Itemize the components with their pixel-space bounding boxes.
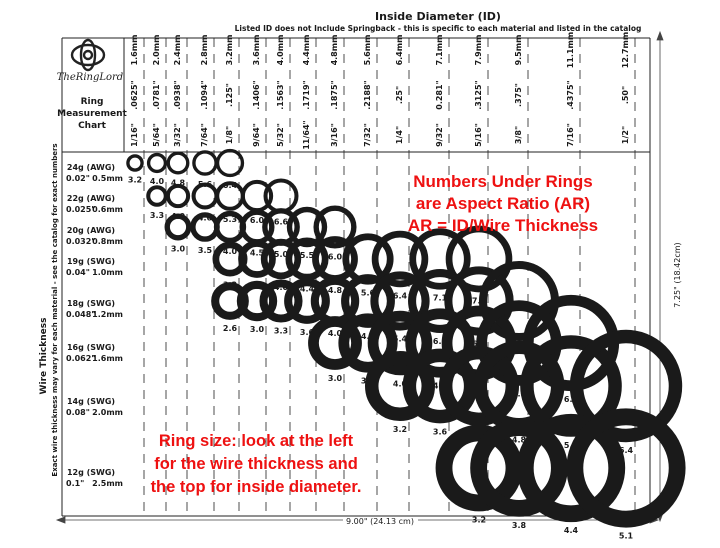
row-header-gauge: 12g (SWG): [66, 468, 116, 477]
bottom-dimension-label: 9.00" (24.13 cm): [346, 517, 414, 526]
aspect-ratio-label: 5.6: [197, 179, 213, 189]
ring-mark: [168, 153, 188, 173]
aspect-ratio-label: 6.4: [392, 291, 408, 301]
column-header-inch: .25": [395, 85, 404, 105]
ring-mark: [128, 156, 142, 170]
aspect-ratio-label: 3.5: [197, 245, 213, 255]
column-header-inch: 0.281": [435, 80, 444, 110]
column-header-inch: .2188": [363, 80, 372, 110]
column-header-fraction: 9/32": [435, 123, 444, 147]
aspect-ratio-label: 4.8: [170, 178, 186, 188]
column-header-fraction: 3/8": [514, 125, 523, 145]
aspect-ratio-label: 3.2: [127, 175, 143, 185]
aspect-ratio-label: 3.2: [222, 280, 238, 290]
row-header-gauge: 20g (AWG): [66, 226, 116, 235]
column-header-inch: .0625": [130, 80, 139, 110]
column-header-fraction: 3/32": [173, 123, 182, 147]
column-header-inch: .1719": [302, 80, 311, 110]
row-header-inch: 0.08": [66, 408, 90, 417]
row-header-inch: 0.032": [66, 237, 96, 246]
column-header-inch: .0781": [152, 80, 161, 110]
aspect-ratio-label: 4.6: [197, 213, 213, 223]
row-header-mm: 0.6mm: [92, 205, 123, 214]
aspect-ratio-note-line-3: AR = ID/Wire Thickness: [407, 216, 599, 235]
ring-size-note-line-1: Ring size: look at the left: [158, 432, 354, 450]
chart-title-line-1: Ring: [80, 97, 104, 107]
column-header-fraction: 1/8": [225, 125, 234, 145]
ring-mark: [168, 186, 188, 206]
aspect-ratio-label: 6.0: [432, 337, 448, 346]
aspect-ratio-label: 3.0: [170, 244, 186, 254]
aspect-ratio-label: 3.2: [392, 425, 408, 434]
ring-mark: [218, 151, 243, 176]
column-header-fraction: 5/64": [152, 123, 161, 147]
column-header-mm: 2.0mm: [152, 34, 161, 66]
row-header-inch: 0.04": [66, 268, 90, 277]
column-header-fraction: 5/32": [276, 123, 285, 147]
column-headers: [130, 32, 630, 150]
aspect-ratio-label: 6.0: [249, 216, 265, 226]
aspect-ratio-label: 5.1: [618, 531, 634, 541]
column-header-inch: .4375": [566, 80, 575, 110]
aspect-ratio-label: 3.5: [360, 376, 376, 386]
column-header-fraction: 7/16": [566, 123, 575, 147]
column-header-inch: .3125": [474, 80, 483, 110]
aspect-ratio-label: 4.8: [511, 435, 527, 445]
chart-header-title: Inside Diameter (ID): [375, 10, 501, 23]
aspect-ratio-label: 6.4: [618, 446, 634, 456]
aspect-ratio-label: 4.8: [327, 285, 343, 295]
aspect-ratio-label: 4.6: [360, 331, 376, 341]
aspect-ratio-label: 5.4: [392, 334, 408, 344]
column-header-fraction: 7/32": [363, 123, 372, 147]
aspect-ratio-label: 3.6: [299, 327, 315, 337]
aspect-ratio-label: 6.4: [222, 181, 238, 191]
chart-header-subtitle: Listed ID does not Include Springback - this is specific to each material and listed in the catalog: [234, 24, 642, 33]
column-header-fraction: 1/16": [130, 123, 139, 147]
row-header-gauge: 19g (SWG): [66, 257, 116, 266]
aspect-ratio-label: 4.0: [273, 283, 289, 293]
column-header-mm: 1.6mm: [130, 34, 139, 66]
aspect-ratio-label: 7.9: [511, 345, 527, 354]
logo-brand: TheRingLord: [56, 72, 124, 83]
row-header-inch: 0.1": [66, 479, 85, 488]
ring-mark: [148, 187, 166, 205]
column-header-fraction: 1/2": [621, 125, 630, 145]
aspect-ratio-label: 4.0: [149, 177, 165, 187]
aspect-ratio-label: 4.0: [471, 430, 487, 439]
right-dimension-label: 7.25" (18.42cm): [673, 242, 682, 308]
row-header-gauge: 22g (AWG): [66, 194, 116, 203]
aspect-ratio-label: 3.6: [432, 427, 448, 437]
aspect-ratio-label: 6.9: [563, 395, 579, 405]
column-header-mm: 3.6mm: [252, 34, 261, 66]
ring-size-note-line-2: for the wire thickness and: [154, 455, 358, 473]
column-header-mm: 6.4mm: [395, 34, 404, 66]
row-header-inch: 0.048": [66, 310, 96, 319]
aspect-ratio-label: 4.5: [249, 248, 265, 258]
row-header-inch: 0.062": [66, 354, 96, 363]
row-header-mm: 1.0mm: [92, 268, 123, 277]
column-header-mm: 4.0mm: [276, 34, 285, 66]
aspect-ratio-label: 6.6: [471, 339, 487, 349]
row-headers: [66, 163, 123, 488]
row-header-mm: 1.2mm: [92, 310, 123, 319]
column-header-inch: .125": [225, 83, 234, 107]
ringlord-knot-icon: [72, 40, 104, 70]
aspect-ratio-label: 4.5: [432, 381, 448, 391]
row-header-gauge: 24g (AWG): [66, 163, 116, 172]
row-header-gauge: 16g (SWG): [66, 343, 116, 352]
aspect-ratio-label: 4.0: [392, 379, 408, 389]
aspect-ratio-label: 3.8: [511, 520, 527, 530]
aspect-ratio-note-line-2: are Aspect Ratio (AR): [415, 194, 591, 213]
column-header-mm: 11.1mm: [566, 31, 575, 69]
left-axis-note: Exact wire thickness may vary for each material - see the catalog for exact numbers: [51, 143, 59, 477]
aspect-ratio-label: 6.0: [327, 252, 343, 262]
column-header-inch: .1094": [200, 80, 209, 110]
aspect-ratio-label: 3.3: [149, 210, 165, 220]
column-header-mm: 4.4mm: [302, 34, 311, 66]
column-header-fraction: 9/64": [252, 123, 261, 147]
aspect-ratio-label: 5.6: [563, 440, 579, 450]
aspect-ratio-label: 7.9: [471, 296, 487, 306]
column-header-fraction: 5/16": [474, 123, 483, 147]
aspect-ratio-label: 5.0: [273, 249, 289, 259]
column-header-mm: 9.5mm: [514, 34, 523, 66]
aspect-ratio-label: 5.6: [360, 288, 376, 298]
column-header-inch: .0938": [173, 80, 182, 110]
aspect-ratio-label: 5.3: [222, 214, 238, 224]
row-header-mm: 1.6mm: [92, 354, 123, 363]
row-header-mm: 0.8mm: [92, 237, 123, 246]
aspect-ratio-label: 3.3: [273, 326, 289, 336]
chart-title-line-3: Chart: [78, 121, 106, 131]
column-header-inch: .1875": [330, 80, 339, 110]
aspect-ratio-label: 6.0: [511, 389, 527, 399]
column-header-mm: 7.1mm: [435, 34, 444, 66]
row-header-mm: 2.5mm: [92, 479, 123, 488]
aspect-ratio-label: 3.0: [327, 373, 343, 383]
column-header-mm: 4.8mm: [330, 34, 339, 66]
column-header-inch: .375": [514, 83, 523, 107]
column-header-mm: 12.7mm: [621, 31, 630, 69]
aspect-ratio-label: 4.0: [170, 212, 186, 222]
column-header-mm: 3.2mm: [225, 34, 234, 66]
column-header-mm: 2.4mm: [173, 34, 182, 66]
row-header-gauge: 14g (SWG): [66, 397, 116, 406]
aspect-ratio-label: 4.0: [327, 329, 343, 339]
aspect-ratio-label: 4.4: [299, 284, 315, 294]
aspect-ratio-label: 7.1: [432, 293, 448, 303]
aspect-ratio-label: 3.0: [249, 325, 265, 335]
row-header-inch: 0.02": [66, 174, 90, 183]
ring-mark: [149, 155, 166, 172]
row-header-gauge: 18g (SWG): [66, 299, 116, 308]
aspect-ratio-label: 5.5: [299, 251, 315, 261]
column-header-fraction: 11/64": [302, 120, 311, 150]
column-header-fraction: 1/4": [395, 125, 404, 145]
column-header-mm: 5.6mm: [363, 34, 372, 66]
aspect-ratio-label: 2.6: [222, 323, 238, 333]
column-header-inch: .50": [621, 85, 630, 105]
column-header-mm: 2.8mm: [200, 34, 209, 66]
column-header-fraction: 3/16": [330, 123, 339, 147]
aspect-ratio-label: 4.4: [563, 526, 579, 536]
ring-size-note-line-3: the top for inside diameter.: [150, 478, 362, 496]
row-header-mm: 0.5mm: [92, 174, 123, 183]
aspect-ratio-label: 3.2: [471, 515, 487, 525]
column-header-fraction: 7/64": [200, 123, 209, 147]
row-header-mm: 2.0mm: [92, 408, 123, 417]
aspect-ratio-label: 4.0: [222, 247, 238, 257]
row-header-inch: 0.025": [66, 205, 96, 214]
aspect-ratio-label: 5.0: [471, 384, 487, 394]
column-header-mm: 7.9mm: [474, 34, 483, 66]
aspect-ratio-label: 6.6: [273, 217, 289, 227]
left-axis-title: Wire Thickness: [39, 317, 49, 395]
aspect-ratio-note-line-1: Numbers Under Rings: [413, 172, 593, 191]
chart-title-line-2: Measurement: [57, 109, 127, 119]
column-header-inch: .1563": [276, 80, 285, 110]
ring-mark: [194, 152, 216, 174]
aspect-ratio-label: 3.6: [249, 281, 265, 291]
column-header-inch: .1406": [252, 80, 261, 110]
